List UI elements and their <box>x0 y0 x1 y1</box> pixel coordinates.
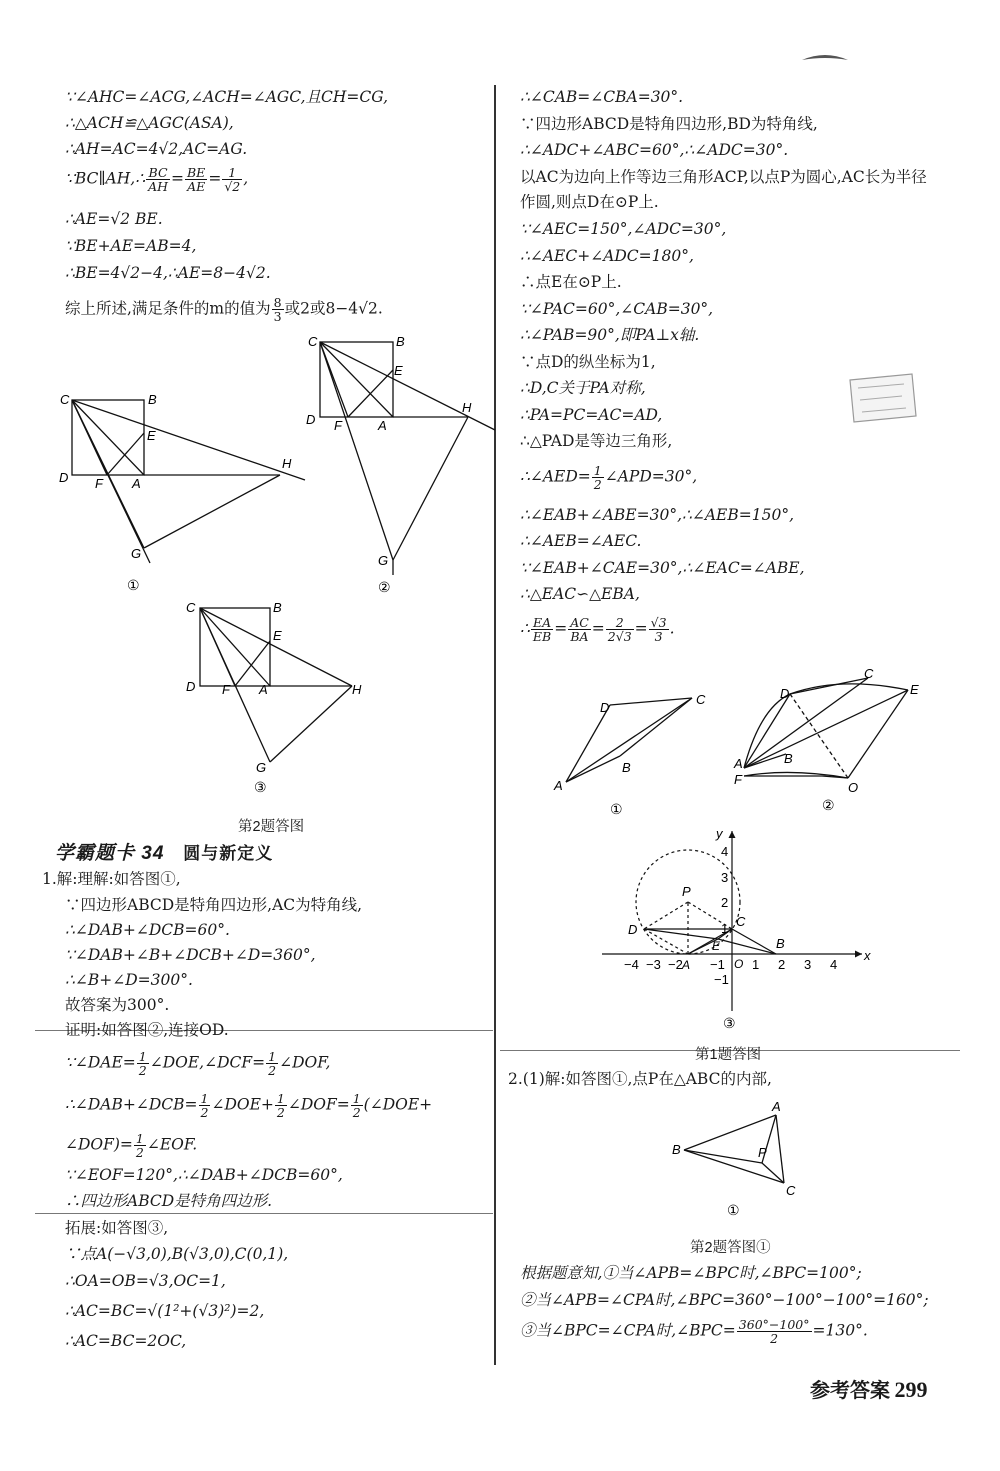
tick-label: 1 <box>752 957 760 972</box>
fraction: $\frac{BE}{AE}$ <box>187 165 206 194</box>
point-label: B <box>784 751 793 766</box>
axis-label: y <box>716 826 723 841</box>
geometry-figure-1 <box>55 388 315 598</box>
figure-number: ① <box>610 801 623 817</box>
point-label: G <box>378 553 389 568</box>
point-label: B <box>148 392 157 407</box>
text-line: ∠DOF)= $\frac{1}{2}$ ∠EOF. <box>65 1131 198 1160</box>
point-label: F <box>334 418 342 433</box>
fraction: $\frac{AC}{BA}$ <box>570 615 589 644</box>
figure-number: ② <box>378 579 391 595</box>
point-label: A <box>554 778 563 793</box>
tick-label: −1 <box>714 972 729 987</box>
text-line: ∴∠B+∠D=300°. <box>65 971 193 989</box>
point-label: F <box>222 682 230 697</box>
fraction: $\frac{1}{2}$ <box>200 1091 209 1120</box>
text-line: ∵∠DAB+∠B+∠DCB+∠D=360°, <box>65 946 316 964</box>
fraction: $\frac{1}{2}$ <box>276 1091 285 1120</box>
point-label: H <box>352 682 362 697</box>
text-line: ∴∠DAB+∠DCB= $\frac{1}{2}$ ∠DOE+ $\frac{1}{2}$ ∠DOF= $\frac{1}{2}$ (∠DOE+ <box>65 1091 433 1120</box>
point-label: C <box>308 334 318 349</box>
point-label: H <box>282 456 292 471</box>
point-label: A <box>772 1099 781 1114</box>
text-line: ∵BC∥AH,∴ $\frac{BC}{AH}$ = $\frac{BE}{AE}$ = $\frac{1}{√2}$ , <box>65 165 249 194</box>
text-line: ∵点A(−√3,0),B(√3,0),C(0,1), <box>65 1245 289 1263</box>
text-line: ③当∠BPC=∠CPA时,∠BPC= $\frac{360^\circ-100^\circ}{2}$ =130°. <box>520 1317 868 1346</box>
text-line: ∴AH=AC=4√2,AC=AG. <box>65 140 248 158</box>
tick-label: −2 <box>668 957 683 972</box>
text-line: ∴∠PAB=90°,即PA⊥x轴. <box>520 326 700 344</box>
point-label: D <box>600 700 610 715</box>
text-line: ∴∠AED= $\frac{1}{2}$ ∠APD=30°, <box>520 463 698 492</box>
fraction: $\frac{1}{2}$ <box>352 1091 361 1120</box>
tick-label: 1 <box>721 921 729 936</box>
point-label: C <box>60 392 70 407</box>
text-line: ∴BE=4√2−4,∴AE=8−4√2. <box>65 264 271 282</box>
text-line: ∵四边形ABCD是特角四边形,AC为特角线, <box>65 896 363 914</box>
geometry-figure-q2-1 <box>670 1095 810 1220</box>
fraction: $\frac{360^\circ-100^\circ}{2}$ <box>738 1317 810 1346</box>
text-line: ∴∠EAB+∠ABE=30°,∴∠AEB=150°, <box>520 506 795 524</box>
axis-label: x <box>864 948 871 963</box>
text-line: ∵∠AHC=∠ACG,∠ACH=∠AGC,且CH=CG, <box>65 88 389 106</box>
point-label: C <box>186 600 196 615</box>
tick-label: −1 <box>710 957 725 972</box>
point-label: B <box>396 334 405 349</box>
point-label: A <box>259 682 268 697</box>
point-label: P <box>682 884 691 899</box>
text-line: ∴∠AEB=∠AEC. <box>520 532 642 550</box>
figure-number: ② <box>822 797 835 813</box>
point-label: F <box>734 772 742 787</box>
point-label: D <box>186 679 196 694</box>
text-line: 拓展:如答图③, <box>65 1219 169 1237</box>
text-line: ∵∠EAB+∠CAE=30°,∴∠EAC=∠ABE, <box>520 559 805 577</box>
text-line: ∵∠EOF=120°,∴∠DAB+∠DCB=60°, <box>65 1166 343 1184</box>
text-line: ∵点D的纵坐标为1, <box>520 353 656 371</box>
header-ornament <box>800 52 850 66</box>
point-label: O <box>848 780 859 795</box>
tick-label: 2 <box>778 957 786 972</box>
text-line: ∴PA=PC=AC=AD, <box>520 406 663 424</box>
text-line: ∴∠CAB=∠CBA=30°. <box>520 88 684 106</box>
text-line: ∴OA=OB=√3,OC=1, <box>65 1272 226 1290</box>
text-line: ②当∠APB=∠CPA时,∠BPC=360°−100°−100°=160°; <box>520 1291 929 1309</box>
text-line: ∴∠ADC+∠ABC=60°,∴∠ADC=30°. <box>520 141 789 159</box>
text-line: ∵∠AEC=150°,∠ADC=30°, <box>520 220 727 238</box>
text-line: ∴ $\frac{EA}{EB}$ = $\frac{AC}{BA}$ = $\frac{2}{2√3}$ = $\frac{√3}{3}$ . <box>520 615 675 644</box>
text-line: ∴△ACH≌△AGC(ASA), <box>65 114 234 132</box>
text-line: ∵BE+AE=AB=4, <box>65 237 197 255</box>
point-label: E <box>712 939 721 953</box>
tick-label: −4 <box>624 957 639 972</box>
point-label: G <box>256 760 267 775</box>
text-line: ∴AC=BC=√(1²+(√3)²)=2, <box>65 1302 265 1320</box>
tick-label: 4 <box>830 957 838 972</box>
point-label: C <box>736 914 746 929</box>
stamp-icon <box>842 370 920 426</box>
point-label: C <box>786 1183 796 1198</box>
text-line: ∴∠AEC+∠ADC=180°, <box>520 247 694 265</box>
text-line: 证明:如答图②,连接OD. <box>65 1021 229 1039</box>
point-label: E <box>147 428 156 443</box>
text-line: ∵∠DAE= $\frac{1}{2}$ ∠DOE,∠DCF= $\frac{1}{2}$ ∠DOF, <box>65 1049 331 1078</box>
fraction: $\frac{1}{2}$ <box>268 1049 277 1078</box>
point-label: P <box>758 1145 767 1160</box>
column-divider <box>494 85 496 1365</box>
text-line: ∴D,C关于PA对称, <box>520 379 646 397</box>
text-line: ∴∠DAB+∠DCB=60°. <box>65 921 230 939</box>
fraction: $\frac{BC}{AH}$ <box>148 165 168 194</box>
point-label: B <box>622 760 631 775</box>
point-label: F <box>95 476 103 491</box>
text-line: 综上所述,满足条件的m的值为 $\frac{8}{3}$ 或2或8−4√2. <box>65 295 383 324</box>
figure-caption: 第2题答图 <box>238 819 305 835</box>
point-label: G <box>131 546 142 561</box>
fraction: $\frac{EA}{EB}$ <box>532 615 552 644</box>
text-line: ∴点E在⊙P上. <box>520 273 622 291</box>
point-label: D <box>306 412 316 427</box>
point-label: B <box>776 936 785 951</box>
fraction: $\frac{√3}{3}$ <box>650 615 667 644</box>
text-line: 作圆,则点D在⊙P上. <box>520 193 659 211</box>
fraction: $\frac{8}{3}$ <box>273 295 282 324</box>
tick-label: 4 <box>721 844 729 859</box>
figure-number: ③ <box>254 779 267 795</box>
figure-number: ① <box>127 577 140 593</box>
tick-label: 3 <box>721 870 729 885</box>
point-label: A <box>734 756 743 771</box>
tick-label: 2 <box>721 895 729 910</box>
point-label: B <box>273 600 282 615</box>
fraction: $\frac{1}{√2}$ <box>224 165 241 194</box>
text-line: 以AC为边向上作等边三角形ACP,以点P为圆心,AC长为半径 <box>520 168 927 186</box>
point-label: A <box>378 418 387 433</box>
text-line: ∵∠PAC=60°,∠CAB=30°, <box>520 300 714 318</box>
point-label: E <box>273 628 282 643</box>
geometry-figure-2 <box>300 330 500 598</box>
figure-number: ③ <box>723 1015 736 1031</box>
geometry-figure-q1-1 <box>550 690 720 820</box>
text-line: 1.解:理解:如答图①, <box>42 870 181 888</box>
point-label: E <box>910 682 919 697</box>
point-label: A <box>132 476 141 491</box>
text-line: 故答案为300°. <box>65 996 170 1014</box>
text-line: ∴AE=√2 BE. <box>65 210 163 228</box>
text-line: ∴△PAD是等边三角形, <box>520 432 673 450</box>
tick-label: 3 <box>804 957 812 972</box>
fraction: $\frac{1}{2}$ <box>135 1131 144 1160</box>
point-label: E <box>394 363 403 378</box>
text-line: 2.(1)解:如答图①,点P在△ABC的内部, <box>508 1070 772 1088</box>
point-label: B <box>672 1142 681 1157</box>
origin-label: O <box>734 957 744 971</box>
point-label: D <box>59 470 69 485</box>
text-line: ∵四边形ABCD是特角四边形,BD为特角线, <box>520 115 818 133</box>
point-label: H <box>462 400 472 415</box>
text-line: ∴AC=BC=2OC, <box>65 1332 187 1350</box>
coordinate-figure-q1-3 <box>600 826 880 1038</box>
text-line: ∴△EAC∽△EBA, <box>520 585 640 603</box>
page-footer: 参考答案 299 <box>810 1377 928 1402</box>
figure-number: ① <box>727 1202 740 1218</box>
fraction: $\frac{1}{2}$ <box>138 1049 147 1078</box>
point-label: D <box>780 686 790 701</box>
point-label: D <box>628 922 638 937</box>
tick-label: −3 <box>646 957 661 972</box>
point-label: A <box>682 958 691 972</box>
separator-line <box>35 1213 493 1214</box>
point-label: C <box>864 668 874 681</box>
fraction: $\frac{2}{2√3}$ <box>607 615 632 644</box>
geometry-figure-3 <box>180 596 380 796</box>
point-label: C <box>696 692 706 707</box>
figure-caption: 第1题答图 <box>695 1047 762 1063</box>
section-title: 学霸题卡 34 圆与新定义 <box>55 843 274 864</box>
text-line: ∴四边形ABCD是特角四边形. <box>65 1192 273 1210</box>
figure-caption: 第2题答图① <box>690 1240 771 1256</box>
geometry-figure-q1-2 <box>730 668 930 818</box>
text-line: 根据题意知,①当∠APB=∠BPC时,∠BPC=100°; <box>520 1264 862 1282</box>
fraction: $\frac{1}{2}$ <box>593 463 602 492</box>
